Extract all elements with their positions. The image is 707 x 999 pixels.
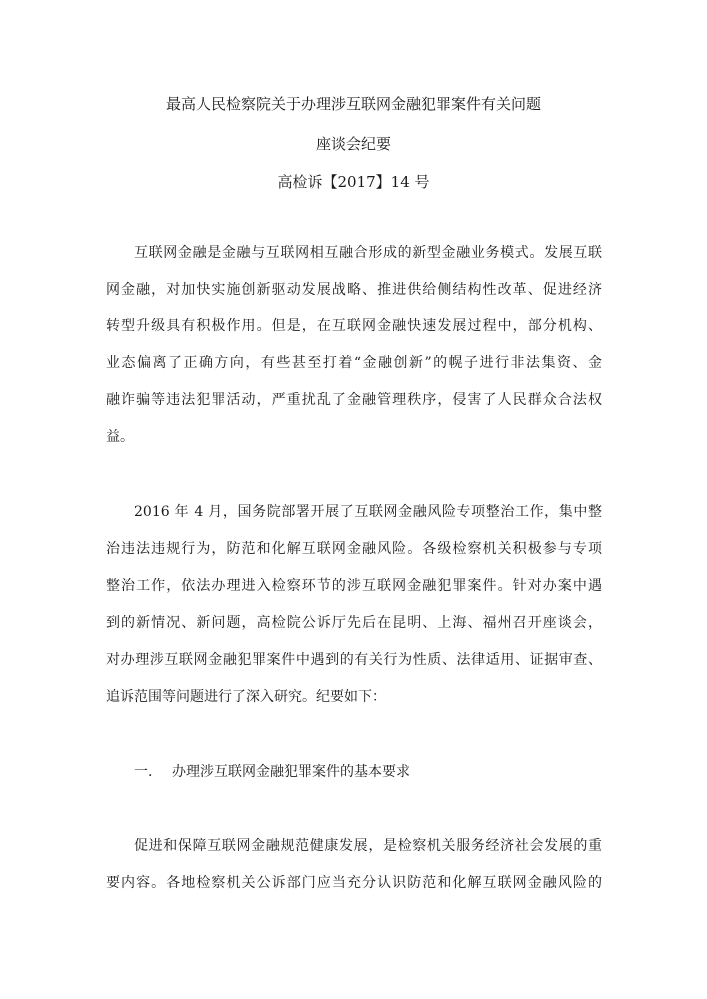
document-title-line-2: 座谈会纪要 — [315, 135, 391, 153]
section-1-title: 办理涉互联网金融犯罪案件的基本要求 — [172, 764, 410, 780]
paragraph-2-line: 治违法违规行为，防范和化解互联网金融风险。各级检察机关积极参与专项 — [106, 541, 602, 557]
paragraph-1-line: 业态偏离了正确方向，有些甚至打着“金融创新”的幌子进行非法集资、金 — [106, 355, 602, 371]
paragraph-2-line: 2016 年 4 月，国务院部署开展了互联网金融风险专项整治工作，集中整 — [134, 504, 602, 520]
paragraph-1-line: 融诈骗等违法犯罪活动，严重扰乱了金融管理秩序，侵害了人民群众合法权 — [106, 392, 602, 408]
paragraph-3-line: 促进和保障互联网金融规范健康发展，是检察机关服务经济社会发展的重 — [134, 838, 602, 854]
paragraph-2-line: 对办理涉互联网金融犯罪案件中遇到的有关行为性质、法律适用、证据审查、 — [106, 652, 602, 668]
paragraph-2-line: 整治工作，依法办理进入检察环节的涉互联网金融犯罪案件。针对办案中遇 — [106, 578, 602, 594]
paragraph-1-line: 网金融，对加快实施创新驱动发展战略、推进供给侧结构性改革、促进经济 — [106, 282, 602, 298]
paragraph-1-line: 转型升级具有积极作用。但是，在互联网金融快速发展过程中，部分机构、 — [106, 318, 602, 334]
section-1-number: 一. — [134, 764, 153, 780]
paragraph-2-line: 追诉范围等问题进行了深入研究。纪要如下： — [106, 689, 386, 705]
document-title-line-1: 最高人民检察院关于办理涉互联网金融犯罪案件有关问题 — [165, 95, 541, 113]
paragraph-1-line: 互联网金融是金融与互联网相互融合形成的新型金融业务模式。发展互联 — [134, 245, 602, 261]
section-1-heading — [134, 762, 410, 782]
paragraph-3-line: 要内容。各地检察机关公诉部门应当充分认识防范和化解互联网金融风险的 — [106, 875, 602, 891]
document-number: 高检诉【2017】14 号 — [277, 173, 430, 191]
paragraph-2-line: 到的新情况、新问题，高检院公诉厅先后在昆明、上海、福州召开座谈会， — [106, 615, 602, 631]
paragraph-1-line: 益。 — [106, 429, 134, 445]
